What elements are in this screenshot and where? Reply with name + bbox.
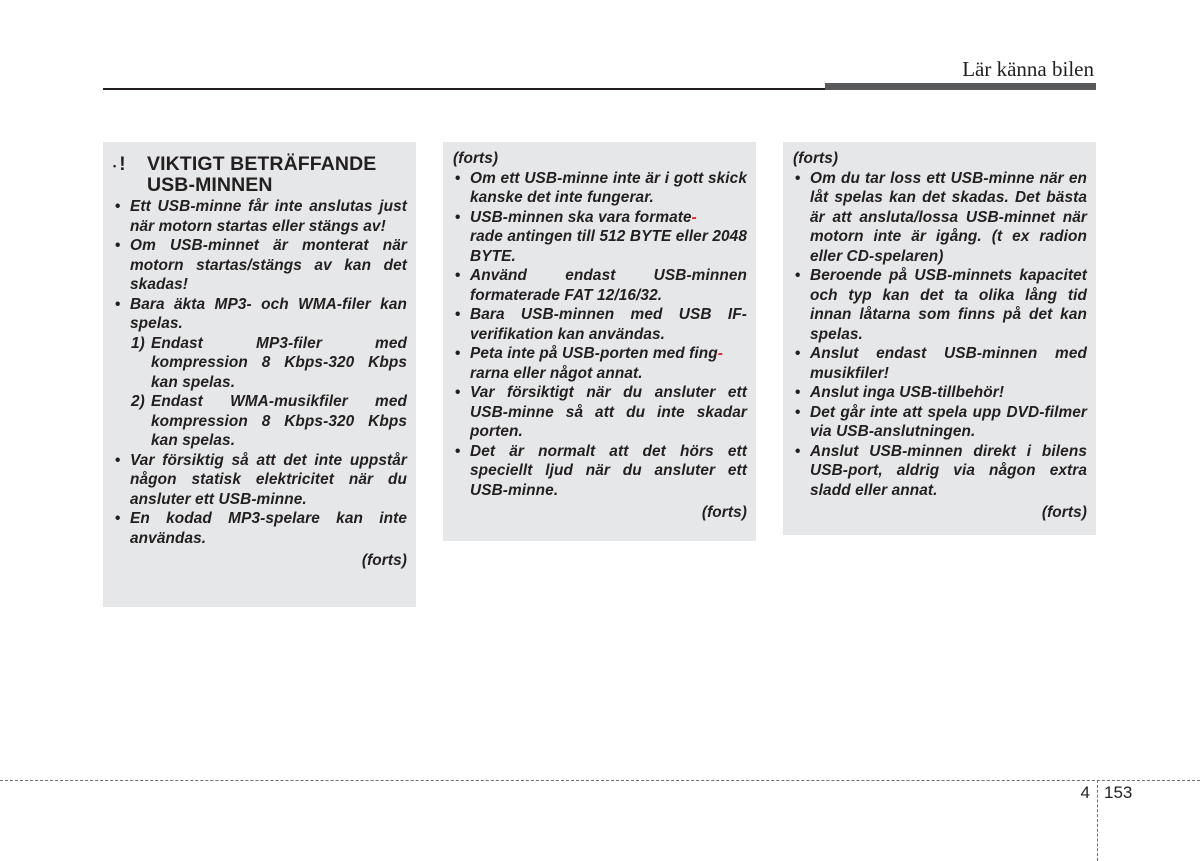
- continued-label: (forts): [1041, 504, 1087, 521]
- sub-item-text: Endast WMA-musikfiler med kompression 8 Kbps-320 Kbps kan spelas.: [151, 393, 407, 449]
- continued-box-2: [443, 142, 756, 541]
- warning-box-usb: [103, 142, 416, 607]
- list-item: • Det är normalt att det hörs ett speciellt ljud när du ansluter ett USB-minne.: [453, 442, 747, 501]
- list-item: • Peta inte på USB-porten med fing- rarna eller något annat.: [453, 344, 747, 383]
- continued-label: (forts): [361, 552, 407, 569]
- list-item: • Om ett USB-minne inte är i gott skick kanske det inte fungerar.: [453, 169, 747, 208]
- list-item: • Om du tar loss ett USB-minne när en låt spelas kan det skadas. Det bästa är att ansluta/lossa USB-minnet när motorn inte är igång. (t ex radion eller CD-spelaren): [793, 169, 1087, 267]
- list-item: • Bara äkta MP3- och WMA-filer kan spelas.: [113, 295, 407, 334]
- footer-divider: [1097, 780, 1098, 861]
- header-bar: [825, 83, 1096, 90]
- continued-box-3: [783, 142, 1096, 535]
- list-item: • Det går inte att spela upp DVD-filmer via USB-anslutningen.: [793, 403, 1087, 442]
- hyphen-mark: -: [717, 345, 723, 362]
- list-item: • Beroende på USB-minnets kapacitet och typ kan det ta olika lång tid innan låtarna som finns på det kan spelas.: [793, 266, 1087, 344]
- warning-title-line1: VIKTIGT BETRÄFFANDE: [147, 153, 377, 175]
- warning-exclamation-icon: • !: [113, 154, 126, 175]
- sub-item-number: 1): [131, 334, 145, 352]
- list-item: • Om USB-minnet är monterat när motorn startas/stängs av kan det skadas!: [113, 236, 407, 295]
- continued-label-top: (forts): [793, 150, 839, 167]
- list-item: • Anslut inga USB-tillbehör!: [793, 383, 1087, 403]
- warning-title-line2: USB-MINNEN: [147, 174, 273, 196]
- sub-item-text: Endast MP3-filer med kompression 8 Kbps-320 Kbps kan spelas.: [151, 334, 407, 391]
- list-item: • Anslut USB-minnen direkt i bilens USB-port, aldrig via någon extra sladd eller annat.: [793, 442, 1087, 501]
- list-item: • Använd endast USB-minnen formaterade FAT 12/16/32.: [453, 266, 747, 305]
- page-number: 153: [1104, 783, 1133, 802]
- continued-label: (forts): [701, 504, 747, 521]
- header-rule: [103, 88, 825, 90]
- chapter-number: 4: [1080, 783, 1090, 802]
- list-item: • Ett USB-minne får inte anslutas just när motorn startas eller stängs av!: [113, 197, 407, 236]
- list-item: • En kodad MP3-spelare kan inte användas.: [113, 509, 407, 548]
- list-item: • Anslut endast USB-minnen med musikfiler!: [793, 344, 1087, 383]
- sub-item-number: 2): [131, 393, 145, 410]
- list-item: • Bara USB-minnen med USB IF-verifikation kan användas.: [453, 305, 747, 344]
- list-item: • USB-minnen ska vara formate- rade antingen till 512 BYTE eller 2048 BYTE.: [453, 208, 747, 267]
- warning-heading: [113, 154, 407, 196]
- sub-list-item: [113, 334, 407, 393]
- continued-label-top: (forts): [453, 150, 499, 167]
- page-header-title: Lär känna bilen: [962, 57, 1094, 81]
- list-item: • Var försiktigt när du ansluter ett USB-minne så att du inte skadar porten.: [453, 383, 747, 442]
- footer-rule: [0, 780, 1200, 781]
- hyphen-mark: -: [691, 208, 697, 226]
- sub-list-item: [113, 392, 407, 451]
- list-item: • Var försiktig så att det inte uppstår någon statisk elektricitet när du ansluter ett USB-minne.: [113, 451, 407, 510]
